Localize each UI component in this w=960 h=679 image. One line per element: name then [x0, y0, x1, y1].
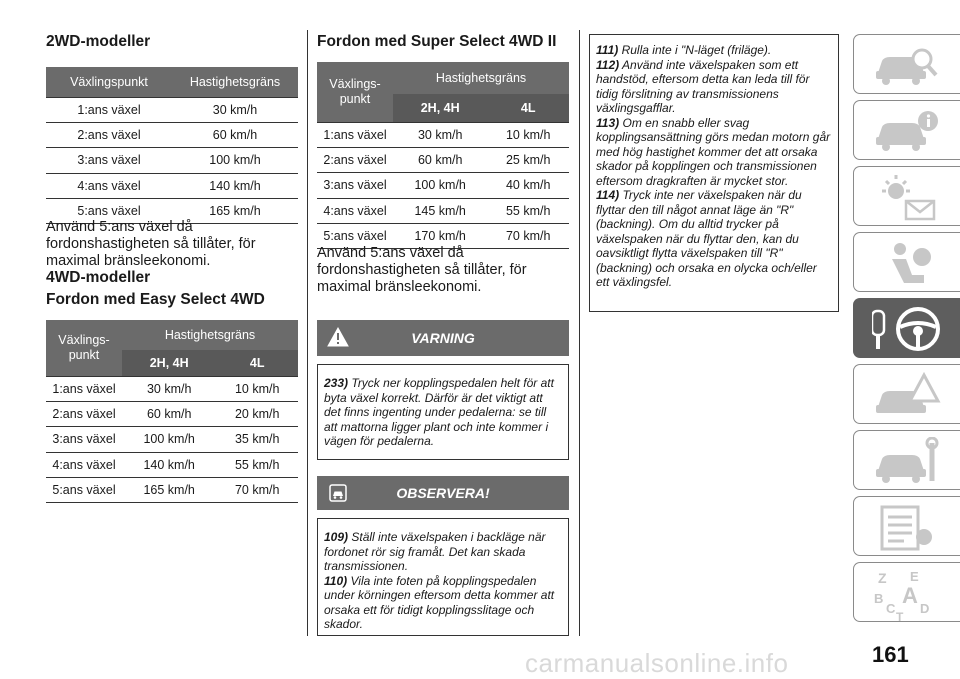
key-steering-wheel-icon — [872, 305, 946, 355]
table-header-group: Hastighetsgräns — [393, 62, 569, 94]
tab-warning-lights[interactable] — [853, 166, 960, 226]
heading-easy-select: Fordon med Easy Select 4WD — [46, 291, 265, 308]
cell: 10 km/h — [216, 376, 298, 401]
index-letter: E — [910, 569, 919, 584]
table-easy-select-shift-points — [46, 320, 298, 503]
table-row — [317, 122, 569, 147]
cell: 70 km/h — [216, 478, 298, 503]
cell: 35 km/h — [216, 427, 298, 452]
note-text: Om en snabb eller svag kopplingsansättning görs medan motorn går med hög hastighet kommer det att orsaka skador på kopplingen och transmissionen eftersom dragkraften är mycket stor. — [596, 115, 831, 188]
note-number: 112) — [596, 57, 620, 72]
cell: 140 km/h — [172, 173, 298, 198]
tab-technical-data[interactable] — [853, 496, 960, 556]
cell: 40 km/h — [487, 173, 569, 198]
cell: 165 km/h — [172, 199, 298, 224]
cell: 55 km/h — [216, 452, 298, 477]
watermark: carmanualsonline.info — [525, 648, 789, 678]
table-row — [46, 401, 298, 426]
heading-super-select: Fordon med Super Select 4WD II — [317, 33, 557, 50]
warning-light-envelope-icon — [872, 173, 942, 223]
table-header: Växlings- punkt — [317, 62, 393, 122]
warning-box — [317, 364, 569, 460]
table-super-select-shift-points — [317, 62, 569, 249]
alphabet-index-icon — [872, 569, 942, 621]
car-wrench-icon — [872, 437, 942, 487]
cell: 5:ans växel — [46, 478, 122, 503]
notice-box — [317, 518, 569, 636]
cell: 60 km/h — [393, 147, 487, 172]
cell: 55 km/h — [487, 198, 569, 223]
table-subheader: 4L — [487, 94, 569, 122]
tab-maintenance[interactable] — [853, 430, 960, 490]
cell: 10 km/h — [487, 122, 569, 147]
cell: 100 km/h — [172, 148, 298, 173]
notice-banner — [317, 476, 569, 510]
page-number: 161 — [872, 642, 909, 667]
index-letter: A — [902, 583, 918, 608]
table-header: Växlingspunkt — [46, 67, 172, 97]
note-number: 233) — [324, 376, 349, 390]
table-row — [46, 376, 298, 401]
notice-text: Ställ inte växelspaken i backläge när fordonet rör sig framåt. Det kan skada transmissionen. — [324, 530, 546, 573]
cell: 5:ans växel — [46, 199, 172, 224]
cell: 145 km/h — [393, 198, 487, 223]
warning-triangle-icon — [327, 327, 349, 347]
table-row — [46, 173, 298, 198]
index-letter: C — [886, 601, 896, 616]
cell: 30 km/h — [393, 122, 487, 147]
cell: 30 km/h — [172, 97, 298, 122]
note-number: 114) — [596, 188, 620, 202]
cell: 1:ans växel — [46, 376, 122, 401]
seated-person-airbag-icon — [872, 239, 942, 289]
heading-4wd: 4WD-modeller — [46, 269, 151, 286]
car-notice-icon — [327, 483, 349, 503]
table-row — [317, 173, 569, 198]
table-row — [46, 427, 298, 452]
warning-title: VARNING — [411, 330, 475, 346]
cell: 70 km/h — [487, 224, 569, 249]
cell: 165 km/h — [122, 478, 216, 503]
cell: 2:ans växel — [46, 401, 122, 426]
notes-box — [589, 34, 839, 312]
cell: 100 km/h — [122, 427, 216, 452]
table-2wd-shift-points — [46, 67, 298, 224]
warning-banner — [317, 320, 569, 356]
table-header: Hastighetsgräns — [172, 67, 298, 97]
paragraph-5th-gear: Använd 5:ans växel då fordonshastigheten så tillåter, för maximal bränsleekonomi. — [317, 245, 527, 295]
table-row — [317, 147, 569, 172]
cell: 60 km/h — [122, 401, 216, 426]
index-letter: B — [874, 591, 884, 606]
cell: 3:ans växel — [46, 427, 122, 452]
car-magnifier-icon — [872, 41, 942, 87]
heading-2wd: 2WD-modeller — [46, 33, 151, 50]
car-info-icon — [872, 107, 942, 153]
car-warning-triangle-icon — [872, 371, 942, 421]
note-number: 111) — [596, 43, 619, 57]
cell: 20 km/h — [216, 401, 298, 426]
notice-title: OBSERVERA! — [396, 485, 490, 501]
cell: 2:ans växel — [46, 122, 172, 147]
note-number: 113) — [596, 115, 620, 130]
table-row — [46, 97, 298, 122]
table-header: Växlings- punkt — [46, 320, 122, 376]
cell: 4:ans växel — [46, 173, 172, 198]
note-text: Tryck inte ner växelspaken när du flyttar den till något annat läge än "R" (backning). Om du alltid trycker på växelspaken när du flyttar den, kan du oavsiktligt flytta växelspaken till "R" (backning) och orsaka en olycka och/eller ett växlingsfel. — [596, 188, 817, 289]
cell: 3:ans växel — [46, 148, 172, 173]
table-header-group: Hastighetsgräns — [122, 320, 298, 350]
table-subheader: 2H, 4H — [393, 94, 487, 122]
column-divider — [307, 30, 308, 636]
note-text: Använd inte växelspaken som ett handstöd, eftersom detta kan leda till för tidig förslitning av transmissionens växlingsgafflar. — [596, 57, 810, 115]
table-subheader: 2H, 4H — [122, 350, 216, 376]
index-letter: D — [920, 601, 930, 616]
table-row — [317, 198, 569, 223]
cell: 25 km/h — [487, 147, 569, 172]
column-divider — [579, 30, 580, 636]
cell: 100 km/h — [393, 173, 487, 198]
cell: 140 km/h — [122, 452, 216, 477]
cell: 5:ans växel — [317, 224, 393, 249]
tab-starting-driving[interactable] — [853, 298, 960, 358]
index-letter: T — [896, 610, 904, 621]
table-row — [46, 122, 298, 147]
table-row — [46, 148, 298, 173]
index-letter: Z — [878, 570, 887, 586]
tab-vehicle-info[interactable] — [853, 100, 960, 160]
cell: 1:ans växel — [46, 97, 172, 122]
cell: 1:ans växel — [317, 122, 393, 147]
note-number: 110) — [324, 573, 348, 588]
cell: 60 km/h — [172, 122, 298, 147]
cell: 30 km/h — [122, 376, 216, 401]
cell: 4:ans växel — [46, 452, 122, 477]
table-subheader: 4L — [216, 350, 298, 376]
note-text: Rulla inte i "N-läget (friläge). — [621, 43, 772, 57]
table-row — [46, 478, 298, 503]
cell: 2:ans växel — [317, 147, 393, 172]
paragraph-5th-gear: Använd 5:ans växel då fordonshastigheten så tillåter, för maximal bränsleekonomi. — [46, 219, 256, 269]
tab-safety[interactable] — [853, 232, 960, 292]
specifications-list-icon — [872, 503, 942, 553]
cell: 3:ans växel — [317, 173, 393, 198]
tab-vehicle-overview[interactable] — [853, 34, 960, 94]
warning-text: Tryck ner kopplingspedalen helt för att byta växel korrekt. Därför är det viktigt att det finns ingenting under pedalerna: se till att mattorna ligger plant och inte kommer i vägen för pedalerna. — [324, 376, 554, 448]
cell: 4:ans växel — [317, 198, 393, 223]
cell: 170 km/h — [393, 224, 487, 249]
note-number: 109) — [324, 530, 349, 544]
tab-emergency[interactable] — [853, 364, 960, 424]
tab-index[interactable] — [853, 562, 960, 622]
table-row — [46, 452, 298, 477]
notice-text: Vila inte foten på kopplingspedalen under körningen eftersom detta kommer att orsaka ett för tidigt kopplingsslitage och skador. — [324, 573, 555, 631]
